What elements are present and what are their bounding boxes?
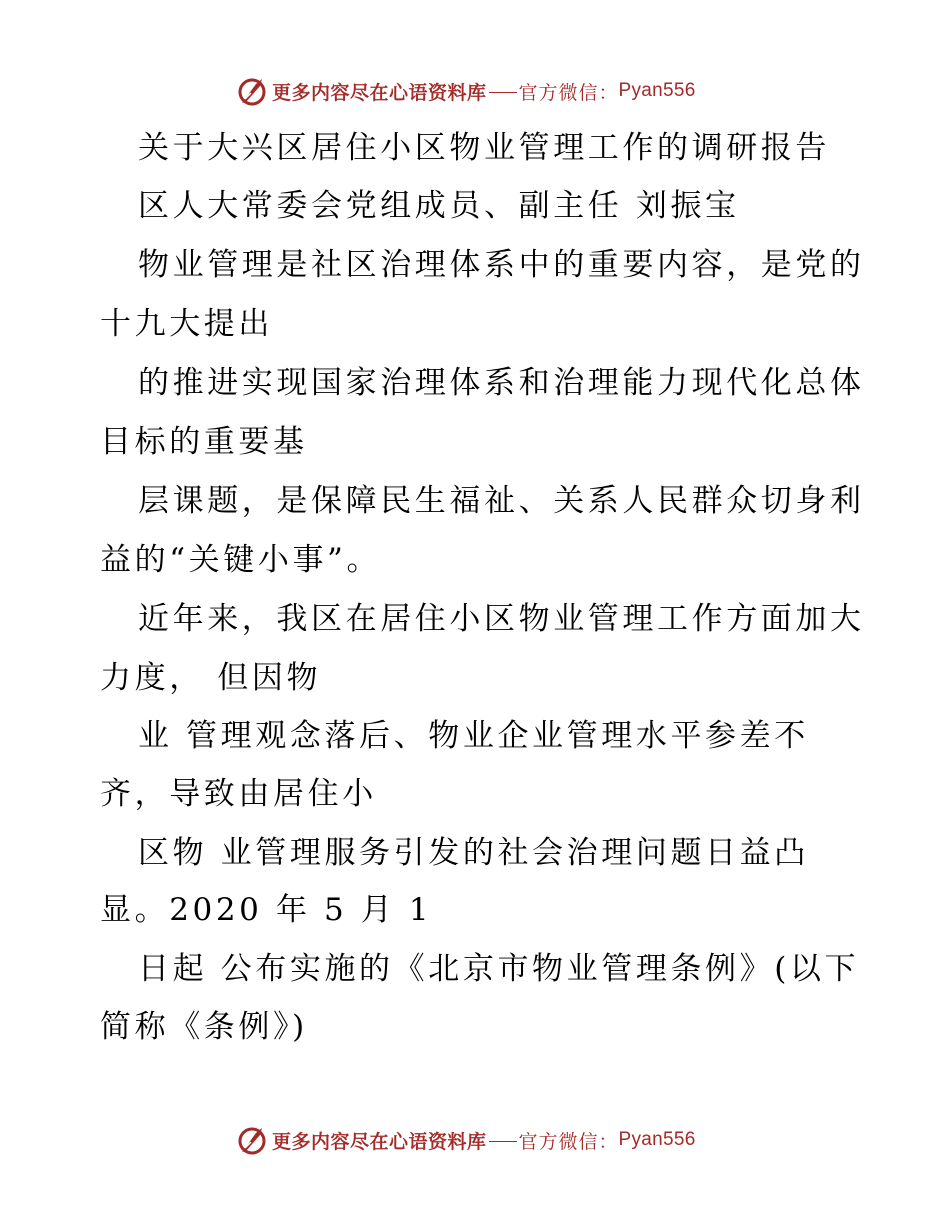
paragraph-line: 物业管理是社区治理体系中的重要内容，是党的 bbox=[138, 247, 865, 283]
paragraph-line: 齐，导致由居住小 bbox=[100, 776, 377, 812]
paragraph-line: 区物 业管理服务引发的社会治理问题日益凸 bbox=[138, 835, 809, 871]
paragraph-line: 益的“关键小事”。 bbox=[100, 542, 382, 578]
banner-official-label: 官方微信： bbox=[518, 81, 619, 104]
document-author: 区人大常委会党组成员、副主任 刘振宝 bbox=[138, 188, 740, 224]
quill-pen-icon bbox=[236, 1124, 268, 1156]
paragraph-line: 业 管理观念落后、物业企业管理水平参差不 bbox=[138, 718, 809, 754]
header-banner bbox=[236, 74, 696, 108]
paragraph-line: 简称《条例》) bbox=[100, 1009, 308, 1045]
paragraph-line: 力度， 但因物 bbox=[100, 660, 322, 696]
banner-wechat-id: Pyan556 bbox=[618, 1129, 696, 1150]
banner-official-label: 官方微信： bbox=[518, 1130, 619, 1153]
paragraph-line: 层课题，是保障民生福祉、关系人民群众切身利 bbox=[138, 483, 865, 519]
banner-lead-text: 更多内容尽在心语资料库 bbox=[272, 81, 487, 104]
banner-dash bbox=[489, 1141, 517, 1142]
paragraph-line: 日起 公布实施的《北京市物业管理条例》(以下 bbox=[138, 951, 860, 987]
paragraph-line: 目标的重要基 bbox=[100, 424, 308, 460]
banner-dash bbox=[489, 92, 517, 93]
paragraph-line: 显。2020 年 5 月 1 bbox=[100, 892, 433, 928]
quill-pen-icon bbox=[236, 75, 268, 107]
banner-lead-text: 更多内容尽在心语资料库 bbox=[272, 1130, 487, 1153]
paragraph-line: 近年来，我区在居住小区物业管理工作方面加大 bbox=[138, 601, 865, 637]
document-title: 关于大兴区居住小区物业管理工作的调研报告 bbox=[138, 130, 830, 166]
paragraph-line: 十九大提出 bbox=[100, 306, 273, 342]
banner-wechat-id: Pyan556 bbox=[618, 80, 696, 101]
footer-banner bbox=[236, 1123, 696, 1157]
paragraph-line: 的推进实现国家治理体系和治理能力现代化总体 bbox=[138, 365, 865, 401]
